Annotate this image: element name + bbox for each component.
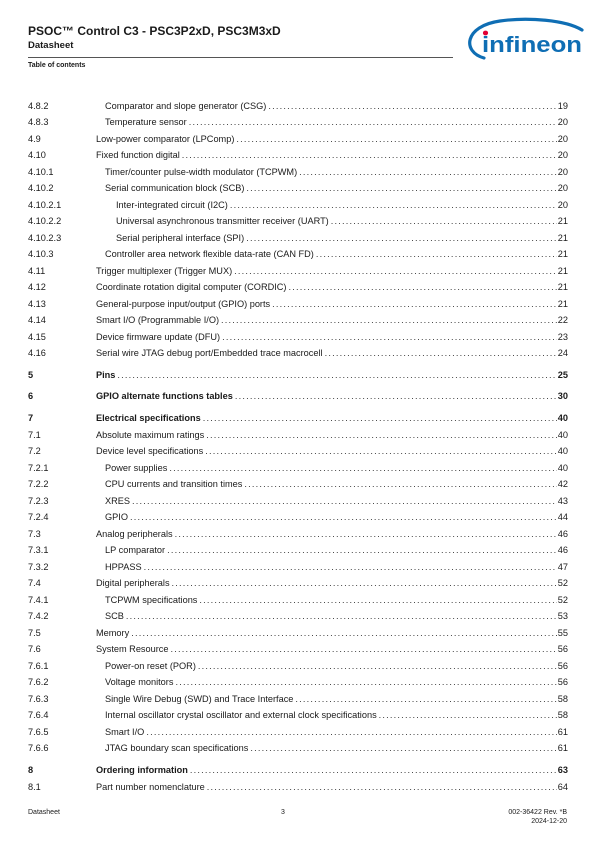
- toc-entry-number: 7.2.4: [28, 512, 49, 522]
- toc-entry-title: Timer/counter pulse-width modulator (TCPWM): [105, 167, 298, 177]
- toc-entry-number: 4.11: [28, 266, 46, 276]
- toc-entry-page: 42: [557, 479, 568, 489]
- toc-entry-link[interactable]: [96, 411, 568, 425]
- toc-entry-page: 46: [557, 545, 568, 555]
- toc-entry-page: 52: [557, 578, 568, 588]
- toc-entry[interactable]: [28, 763, 568, 777]
- toc-entry-link[interactable]: [96, 264, 568, 278]
- dot-leader: [175, 675, 556, 689]
- dot-leader: [222, 330, 557, 344]
- toc-entry-page: 61: [557, 727, 568, 737]
- toc-entry[interactable]: [28, 165, 568, 179]
- toc-entry[interactable]: [28, 115, 568, 129]
- toc-entry-number: 5: [28, 370, 34, 380]
- toc-entry-page: 23: [557, 332, 568, 342]
- toc-entry[interactable]: [28, 280, 568, 294]
- toc-entry-link[interactable]: [105, 477, 568, 491]
- toc-entry-number: 4.10.2: [28, 183, 54, 193]
- toc-entry[interactable]: [28, 313, 568, 327]
- toc-entry-number: 4.10.3: [28, 249, 54, 259]
- toc-entry-title: Smart I/O (Programmable I/O): [96, 315, 220, 325]
- toc-entry-number: 7.5: [28, 628, 41, 638]
- toc-entry-link[interactable]: [96, 780, 568, 794]
- dot-leader: [198, 659, 557, 673]
- toc-entry-title: Digital peripherals: [96, 578, 170, 588]
- toc-entry-page: 58: [557, 710, 568, 720]
- toc-entry-page: 44: [557, 512, 568, 522]
- toc-entry-title: Power supplies: [105, 463, 168, 473]
- toc-entry-link[interactable]: [96, 642, 568, 656]
- toc-entry-number: 7.6: [28, 644, 41, 654]
- toc-entry[interactable]: [28, 725, 568, 739]
- toc-entry-link[interactable]: [96, 428, 568, 442]
- toc-entry-number: 7.6.2: [28, 677, 49, 687]
- dot-leader: [182, 148, 557, 162]
- toc-entry-number: 7.2.1: [28, 463, 49, 473]
- toc-entry-title: Universal asynchronous transmitter receiver (UART): [116, 216, 329, 226]
- toc-entry-number: 7.2.3: [28, 496, 49, 506]
- dot-leader: [190, 763, 557, 777]
- toc-entry-link[interactable]: [105, 115, 568, 129]
- toc-entry-title: Inter-integrated circuit (I2C): [116, 200, 228, 210]
- toc-entry-page: 21: [557, 249, 568, 259]
- toc-entry-number: 4.15: [28, 332, 46, 342]
- dot-leader: [246, 231, 557, 245]
- toc-entry-page: 20: [557, 167, 568, 177]
- toc-entry[interactable]: [28, 389, 568, 403]
- toc-entry-link[interactable]: [96, 576, 568, 590]
- toc-entry-page: 53: [557, 611, 568, 621]
- toc-entry-page: 40: [557, 446, 568, 456]
- toc-entry-link[interactable]: [105, 741, 568, 755]
- toc-entry-title: Low-power comparator (LPComp): [96, 134, 235, 144]
- toc-entry[interactable]: [28, 609, 568, 623]
- section-label: Table of contents: [28, 62, 86, 69]
- toc-entry[interactable]: [28, 368, 568, 382]
- toc-entry-number: 7.6.6: [28, 743, 49, 753]
- toc-entry[interactable]: [28, 346, 568, 360]
- toc-entry-page: 22: [557, 315, 568, 325]
- toc-entry-page: 21: [557, 282, 568, 292]
- toc-entry[interactable]: [28, 741, 568, 755]
- toc-entry-page: 20: [557, 200, 568, 210]
- toc-entry-page: 56: [557, 644, 568, 654]
- toc-entry-link[interactable]: [96, 330, 568, 344]
- toc-entry-page: 40: [557, 463, 568, 473]
- dot-leader: [316, 247, 557, 261]
- toc-entry-page: 43: [557, 496, 568, 506]
- toc-entry-link[interactable]: [105, 510, 568, 524]
- toc-entry[interactable]: [28, 444, 568, 458]
- toc-entry-number: 7.2.2: [28, 479, 49, 489]
- toc-entry-link[interactable]: [105, 692, 568, 706]
- toc-entry[interactable]: [28, 330, 568, 344]
- toc-entry-title: Single Wire Debug (SWD) and Trace Interface: [105, 694, 294, 704]
- toc-entry-page: 46: [557, 529, 568, 539]
- toc-entry-page: 56: [557, 677, 568, 687]
- dot-leader: [244, 477, 556, 491]
- toc-entry-page: 21: [557, 216, 568, 226]
- dot-leader: [236, 132, 556, 146]
- toc-entry-number: 7.6.3: [28, 694, 49, 704]
- toc-entry[interactable]: [28, 99, 568, 113]
- dot-leader: [235, 389, 557, 403]
- dot-leader: [268, 99, 556, 113]
- footer-page-number: 3: [281, 809, 285, 816]
- toc-entry-title: GPIO alternate functions tables: [96, 391, 233, 401]
- dot-leader: [331, 214, 557, 228]
- toc-entry-page: 64: [557, 782, 568, 792]
- footer-date: 2024-12-20: [531, 818, 567, 825]
- toc-entry-title: Ordering information: [96, 765, 188, 775]
- toc-entry-page: 30: [557, 391, 568, 401]
- dot-leader: [207, 780, 557, 794]
- toc-entry[interactable]: [28, 659, 568, 673]
- toc-entry-page: 20: [557, 134, 568, 144]
- footer-doc-number: 002-36422 Rev. *B: [508, 809, 567, 816]
- toc-entry[interactable]: [28, 198, 568, 212]
- toc-entry-title: Coordinate rotation digital computer (CORDIC): [96, 282, 287, 292]
- toc-entry-title: Analog peripherals: [96, 529, 173, 539]
- dot-leader: [250, 741, 556, 755]
- toc-entry-title: GPIO: [105, 512, 128, 522]
- toc-entry[interactable]: [28, 477, 568, 491]
- toc-entry-link[interactable]: [96, 280, 568, 294]
- toc-entry-number: 4.13: [28, 299, 46, 309]
- toc-entry-link[interactable]: [105, 609, 568, 623]
- dot-leader: [272, 297, 557, 311]
- toc-entry-title: Fixed function digital: [96, 150, 180, 160]
- toc-entry[interactable]: [28, 214, 568, 228]
- toc-entry-page: 47: [557, 562, 568, 572]
- toc-entry-number: 4.14: [28, 315, 46, 325]
- toc-entry-number: 4.8.2: [28, 101, 49, 111]
- toc-entry[interactable]: [28, 708, 568, 722]
- toc-entry-number: 7.4: [28, 578, 41, 588]
- toc-entry-title: Internal oscillator crystal oscillator and external clock specifications: [105, 710, 377, 720]
- toc-entry-link[interactable]: [96, 148, 568, 162]
- toc-entry-number: 7.6.1: [28, 661, 49, 671]
- toc-entry-page: 61: [557, 743, 568, 753]
- toc-entry-link[interactable]: [116, 198, 568, 212]
- header-divider: [28, 57, 453, 58]
- toc-entry[interactable]: [28, 642, 568, 656]
- toc-entry-title: Serial wire JTAG debug port/Embedded trace macrocell: [96, 348, 323, 358]
- toc-entry-link[interactable]: [105, 181, 568, 195]
- toc-entry-number: 7.3.1: [28, 545, 49, 555]
- dot-leader: [246, 181, 556, 195]
- toc-entry-page: 19: [557, 101, 568, 111]
- toc-entry[interactable]: [28, 692, 568, 706]
- toc-entry-page: 63: [557, 765, 568, 775]
- dot-leader: [130, 510, 557, 524]
- toc-entry-title: TCPWM specifications: [105, 595, 198, 605]
- footer-doc-type: Datasheet: [28, 809, 60, 816]
- toc-entry-number: 6: [28, 391, 34, 401]
- infineon-logo: [462, 16, 586, 62]
- toc-entry-link[interactable]: [105, 165, 568, 179]
- footer-doc-info: [508, 808, 567, 826]
- toc-entry[interactable]: [28, 181, 568, 195]
- toc-entry-title: Absolute maximum ratings: [96, 430, 205, 440]
- toc-entry-title: Serial peripheral interface (SPI): [116, 233, 245, 243]
- toc-entry[interactable]: [28, 132, 568, 146]
- toc-entry-number: 4.10.2.3: [28, 233, 62, 243]
- toc-entry-number: 4.9: [28, 134, 41, 144]
- toc-entry-link[interactable]: [96, 763, 568, 777]
- toc-entry-title: Voltage monitors: [105, 677, 174, 687]
- toc-entry[interactable]: [28, 527, 568, 541]
- toc-entry-number: 7.3: [28, 529, 41, 539]
- toc-entry[interactable]: [28, 411, 568, 425]
- toc-entry-link[interactable]: [96, 346, 568, 360]
- document-title: PSOC™ Control C3 - PSC3P2xD, PSC3M3xD: [28, 24, 281, 38]
- dot-leader: [131, 626, 557, 640]
- toc-entry-number: 4.16: [28, 348, 46, 358]
- toc-entry-link[interactable]: [105, 593, 568, 607]
- toc-entry-link[interactable]: [96, 313, 568, 327]
- toc-entry-page: 25: [557, 370, 568, 380]
- toc-entry-number: 8: [28, 765, 34, 775]
- toc-entry-page: 20: [557, 117, 568, 127]
- dot-leader: [146, 725, 556, 739]
- toc-entry-link[interactable]: [105, 725, 568, 739]
- toc-entry-link[interactable]: [96, 389, 568, 403]
- toc-entry-page: 40: [557, 430, 568, 440]
- toc-entry-number: 4.10.2.1: [28, 200, 62, 210]
- toc-entry-link[interactable]: [96, 368, 568, 382]
- toc-entry-link[interactable]: [96, 527, 568, 541]
- toc-entry-link[interactable]: [96, 444, 568, 458]
- toc-entry-page: 20: [557, 183, 568, 193]
- dot-leader: [171, 642, 557, 656]
- dot-leader: [132, 494, 557, 508]
- toc-entry-link[interactable]: [116, 214, 568, 228]
- toc-entry-link[interactable]: [96, 132, 568, 146]
- dot-leader: [203, 411, 557, 425]
- logo-wordmark: infineon: [482, 32, 582, 57]
- dot-leader: [199, 593, 556, 607]
- toc-entry-page: 21: [557, 233, 568, 243]
- toc-entry[interactable]: [28, 780, 568, 794]
- toc-entry-title: Controller area network flexible data-rate (CAN FD): [105, 249, 314, 259]
- toc-entry-number: 4.8.3: [28, 117, 49, 127]
- toc-entry[interactable]: [28, 494, 568, 508]
- toc-entry-title: Trigger multiplexer (Trigger MUX): [96, 266, 233, 276]
- toc-entry-title: Electrical specifications: [96, 413, 201, 423]
- toc-entry-title: CPU currents and transition times: [105, 479, 243, 489]
- toc-entry-link[interactable]: [105, 560, 568, 574]
- toc-entry-number: 7.4.2: [28, 611, 49, 621]
- toc-entry-title: Comparator and slope generator (CSG): [105, 101, 267, 111]
- toc-entry[interactable]: [28, 231, 568, 245]
- toc-entry-page: 20: [557, 150, 568, 160]
- toc-entry-page: 55: [557, 628, 568, 638]
- dot-leader: [221, 313, 557, 327]
- dot-leader: [117, 368, 556, 382]
- toc-entry-number: 7.6.4: [28, 710, 49, 720]
- dot-leader: [230, 198, 557, 212]
- toc-entry-number: 4.10: [28, 150, 46, 160]
- dot-leader: [379, 708, 557, 722]
- toc-entry-title: SCB: [105, 611, 124, 621]
- toc-entry-link[interactable]: [105, 494, 568, 508]
- dot-leader: [299, 165, 557, 179]
- dot-leader: [126, 609, 557, 623]
- toc-entry[interactable]: [28, 576, 568, 590]
- toc-entry-title: System Resource: [96, 644, 169, 654]
- toc-entry-title: JTAG boundary scan specifications: [105, 743, 249, 753]
- toc-entry-page: 24: [557, 348, 568, 358]
- toc-entry-title: Memory: [96, 628, 130, 638]
- toc-entry-number: 7.4.1: [28, 595, 49, 605]
- toc-entry[interactable]: [28, 148, 568, 162]
- dot-leader: [169, 461, 556, 475]
- toc-entry-link[interactable]: [105, 659, 568, 673]
- dot-leader: [295, 692, 556, 706]
- toc-entry[interactable]: [28, 543, 568, 557]
- toc-entry-title: XRES: [105, 496, 131, 506]
- dot-leader: [189, 115, 557, 129]
- toc-entry-page: 58: [557, 694, 568, 704]
- toc-entry[interactable]: [28, 560, 568, 574]
- toc-entry-number: 7: [28, 413, 34, 423]
- toc-entry-number: 7.6.5: [28, 727, 49, 737]
- dot-leader: [206, 428, 557, 442]
- dot-leader: [205, 444, 557, 458]
- toc-entry-link[interactable]: [105, 675, 568, 689]
- toc-entry[interactable]: [28, 593, 568, 607]
- toc-entry[interactable]: [28, 675, 568, 689]
- toc-entry-title: General-purpose input/output (GPIO) ports: [96, 299, 271, 309]
- toc-entry-title: HPPASS: [105, 562, 142, 572]
- dot-leader: [144, 560, 557, 574]
- toc-entry-number: 7.1: [28, 430, 41, 440]
- toc-entry[interactable]: [28, 626, 568, 640]
- dot-leader: [234, 264, 557, 278]
- toc-entry[interactable]: [28, 264, 568, 278]
- toc-entry[interactable]: [28, 297, 568, 311]
- toc-entry-number: 4.10.1: [28, 167, 54, 177]
- toc-entry-number: 4.10.2.2: [28, 216, 62, 226]
- toc-entry[interactable]: [28, 510, 568, 524]
- toc-entry-link[interactable]: [105, 247, 568, 261]
- toc-entry-link[interactable]: [96, 626, 568, 640]
- toc-entry-link[interactable]: [105, 99, 568, 113]
- toc-entry-number: 7.3.2: [28, 562, 49, 572]
- toc-entry-title: Serial communication block (SCB): [105, 183, 245, 193]
- toc-entry-page: 52: [557, 595, 568, 605]
- toc-entry[interactable]: [28, 428, 568, 442]
- toc-entry[interactable]: [28, 247, 568, 261]
- dot-leader: [325, 346, 557, 360]
- toc-entry-number: 7.2: [28, 446, 41, 456]
- toc-entry-title: Part number nomenclature: [96, 782, 205, 792]
- toc-entry-title: Smart I/O: [105, 727, 145, 737]
- toc-entry-number: 4.12: [28, 282, 46, 292]
- dot-leader: [288, 280, 556, 294]
- toc-entry-link[interactable]: [116, 231, 568, 245]
- toc-entry-page: 40: [557, 413, 568, 423]
- toc-entry-link[interactable]: [105, 543, 568, 557]
- toc-entry-number: 8.1: [28, 782, 41, 792]
- toc-entry-link[interactable]: [105, 708, 568, 722]
- toc-entry-link[interactable]: [105, 461, 568, 475]
- toc-entry-page: 21: [557, 299, 568, 309]
- toc-entry-title: Device level specifications: [96, 446, 204, 456]
- document-subtitle: Datasheet: [28, 40, 74, 51]
- toc-entry-page: 56: [557, 661, 568, 671]
- dot-leader: [172, 576, 557, 590]
- dot-leader: [175, 527, 557, 541]
- toc-entry-title: Temperature sensor: [105, 117, 187, 127]
- toc-entry-title: Power-on reset (POR): [105, 661, 196, 671]
- toc-entry[interactable]: [28, 461, 568, 475]
- toc-entry-title: Pins: [96, 370, 116, 380]
- toc-entry-page: 21: [557, 266, 568, 276]
- toc-entry-title: Device firmware update (DFU): [96, 332, 221, 342]
- toc-entry-title: LP comparator: [105, 545, 166, 555]
- toc-entry-link[interactable]: [96, 297, 568, 311]
- dot-leader: [167, 543, 557, 557]
